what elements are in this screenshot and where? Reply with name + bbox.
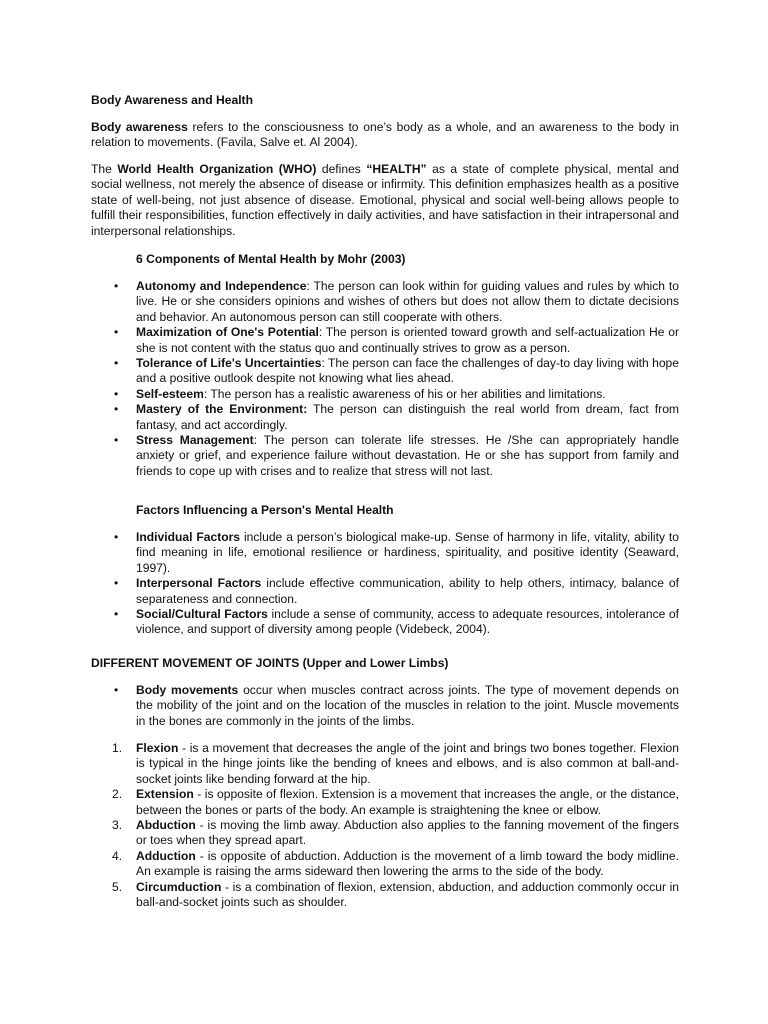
item-term: Self-esteem [136,386,204,401]
list-item [0,325,679,356]
item-number: 3. [112,818,123,833]
item-number: 2. [112,787,123,802]
bullet: • [114,607,119,622]
item-term: Adduction [136,848,196,863]
joints-heading: DIFFERENT MOVEMENT OF JOINTS (Upper and Lower Limbs) [91,656,449,670]
item-text: The person can distinguish the real world from dream, fact from fantasy, and act accordingly. [136,402,679,432]
bullet: • [114,530,119,544]
text: The [91,162,118,176]
item-term: Body movements [136,683,239,697]
list-item [0,818,679,849]
item-text: include effective communication, ability to help others, intimacy, balance of separateness and connection. [136,576,679,606]
org-name: World Health Organization (WHO) [117,162,317,176]
term: Body awareness [91,120,188,134]
item-text: : The person can tolerate life stresses. He /She can appropriately handle anxiety or grief, and experience failure without devastation. He or she has support from family and friends to cope up with crises and to realize that stress will not last. [136,433,679,478]
item-text: - is opposite of flexion. Extension is a movement that increases the angle, or the distance, between the bones or parts of the body. An example is straightening the knee or elbow. [136,787,679,817]
item-term: Social/Cultural Factors [136,607,268,622]
list-item [0,279,679,325]
item-term: Individual Factors [136,530,241,544]
item-text: occur when muscles contract across joints. The type of movement depends on the mobility of the joint and on the location of the muscles in relation to the joint. Muscle movements in the bones are commonly in the joints of the limbs. [136,683,679,728]
item-number: 1. [112,741,123,755]
bullet: • [114,279,119,293]
list-item [0,576,679,607]
bullet: • [114,386,119,401]
item-text: : The person can look within for guiding values and rules by which to live. He or she considers opinions and wishes of others but does not allow them to dictate decisions and behavior. An autonomous person can still cooperate with others. [136,279,679,324]
item-term: Mastery of the Environment: [136,402,308,417]
item-term: Stress Management [136,433,254,448]
list-item [0,402,679,433]
item-text: - is opposite of abduction. Adduction is the movement of a limb toward the body midline. An example is raising the arms sideward then lowering the arms to the side of the body. [136,848,679,879]
list-item [0,741,679,787]
joint-movements-list [0,741,679,910]
list-item [0,433,679,479]
item-term: Maximization of One's Potential [136,325,319,340]
item-number: 4. [112,848,123,863]
item-term: Circumduction [136,879,222,894]
item-text: : The person has a realistic awareness of his or her abilities and limitations. [203,386,606,401]
item-text: - is a movement that decreases the angle of the joint and brings two bones together. Flexion is typical in the hinge joints like the bending of knees and elbows, and is also common at ball-and-socket joints like bending forward at the hip. [136,741,679,786]
text: defines [316,162,367,176]
item-text: include a person’s biological make-up. Sense of harmony in life, vitality, ability to find meaning in life, emotional resilience or hardiness, spirituality, and positive identity (Seaward, 1997). [136,530,679,575]
item-text: - is moving the limb away. Abduction also applies to the fanning movement of the fingers or toes when they spread apart. [136,818,679,848]
item-text: : The person can face the challenges of day-to day living with hope and a positive outlook despite not knowing what lies ahead. [136,356,679,386]
bullet: • [114,325,119,340]
item-term: Tolerance of Life's Uncertainties [136,356,322,371]
item-term: Abduction [136,818,196,833]
list-item [0,849,679,880]
item-text: : The person is oriented toward growth and self-actualization He or she is not content with the status quo and continually strives to grow as a person. [136,325,679,355]
item-term: Extension [136,787,194,802]
body-movements-list [0,683,679,729]
list-item [0,387,679,402]
components-list [0,279,679,479]
bullet: • [114,356,119,371]
item-text: include a sense of community, access to adequate resources, intolerance of violence, and support of diversity among people (Videbeck, 2004). [136,607,679,637]
item-text: - is a combination of flexion, extension, abduction, and adduction commonly occur in ball-and-socket joints such as shoulder. [136,879,679,910]
factors-heading: Factors Influencing a Person's Mental Health [136,503,394,517]
bullet: • [114,402,119,417]
list-item [0,356,679,387]
list-item [0,683,679,729]
item-term: Autonomy and Independence [136,279,307,293]
list-item [0,880,679,911]
list-item [0,607,679,638]
body-awareness-paragraph [91,120,679,151]
bullet: • [114,683,119,697]
factors-list [0,530,679,638]
list-item [0,530,679,576]
bullet: • [114,576,119,591]
bullet: • [114,433,119,448]
item-term: Interpersonal Factors [136,576,262,591]
health-term: “HEALTH” [366,162,427,176]
item-term: Flexion [136,741,179,755]
definition-text: as a state of complete physical, mental and social wellness, not merely the absence of disease or infirmity. This definition emphasizes health as a positive state of well-being, not just absence of disease. Emotional, physical and social well-being allows people to fulfill their responsibilities, function effectively in daily activities, and have satisfaction in their intrapersonal and interpersonal relationships. [91,162,679,238]
components-heading: 6 Components of Mental Health by Mohr (2003) [136,252,406,266]
definition-text: refers to the consciousness to one’s body as a whole, and an awareness to the body in relation to movements. (Favila, Salve et. Al 2004). [91,120,679,150]
list-item [0,787,679,818]
who-paragraph [91,162,679,239]
item-number: 5. [112,879,123,894]
page-title: Body Awareness and Health [91,93,253,107]
